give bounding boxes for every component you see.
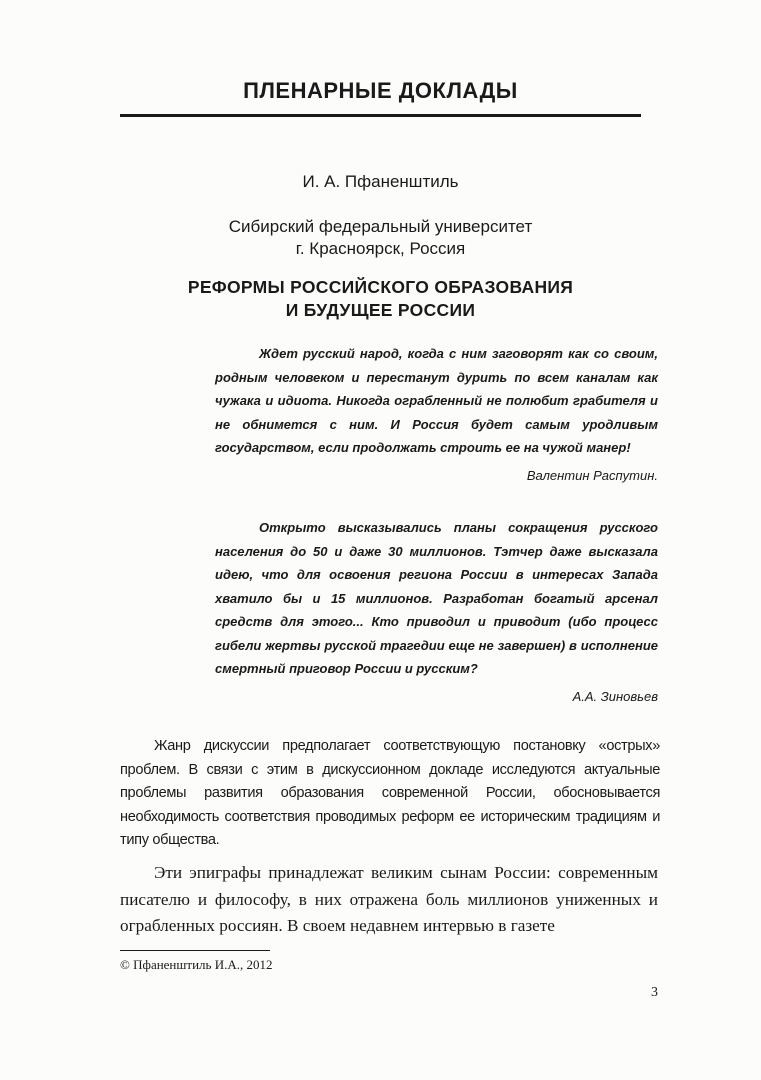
abstract-paragraph: Жанр дискуссии предполагает соответствующую постановку «острых» проблем. В связи с этим в дискуссионном докладе исследуются актуальные проблемы развития образования современной России, обосновывается необходимость соответствия проводимых реформ ее историческим традициям и типу общества. — [120, 738, 660, 848]
epigraph-text: Открыто высказывались планы сокращения русского населения до 50 и даже 30 миллионов. Тэтчер даже высказала идею, что для освоения региона России в интересах Запада хватило бы и 15 миллионов. Разработан богатый арсенал средств для этого... Кто приводил и приводит (ибо процесс гибели жертвы русской трагедии еще не завершен) в исполнение смертный приговор России и русским? — [215, 520, 658, 676]
section-title: ПЛЕНАРНЫЕ ДОКЛАДЫ — [243, 78, 518, 103]
page-number: 3 — [651, 985, 658, 1000]
epigraph-text: Ждет русский народ, когда с ним заговорят как со своим, родным человеком и перестанут дурить по всем каналам как чужака и идиота. Никогда ограбленный не полюбит грабителя и не обнимется с ним. И Россия будет самым уродливым государством, если продолжать строить ее на чужой манер! — [215, 346, 658, 455]
affiliation-university: Сибирский федеральный университет — [228, 217, 533, 236]
paper-title-line-1: РЕФОРМЫ РОССИЙСКОГО ОБРАЗОВАНИЯ — [187, 277, 574, 297]
epigraph-1 — [215, 342, 658, 487]
epigraph-source: Валентин Распутин. — [526, 467, 658, 483]
paper-title-line-2: И БУДУЩЕЕ РОССИИ — [285, 300, 476, 320]
footnote-rule — [120, 950, 270, 951]
copyright-footnote: © Пфаненштиль И.А., 2012 — [120, 957, 273, 972]
header-rule — [120, 114, 641, 117]
affiliation-city: г. Красноярск, Россия — [295, 239, 466, 258]
author-name: И. А. Пфаненштиль — [302, 172, 459, 191]
paper-title — [120, 276, 641, 322]
epigraph-2 — [215, 516, 658, 708]
affiliation — [120, 216, 641, 260]
body-paragraph: Эти эпиграфы принадлежат великим сынам России: современным писателю и философу, в них отражена боль миллионов униженных и ограбленных россиян. В своем недавнем интервью в газете — [120, 863, 658, 935]
epigraph-source: А.А. Зиновьев — [572, 688, 658, 704]
